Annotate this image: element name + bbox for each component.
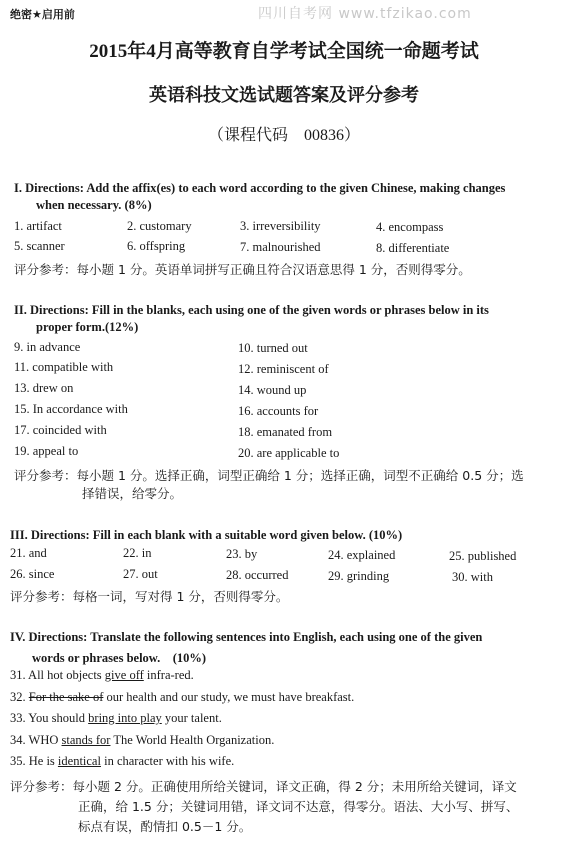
- sentence-34: [10, 733, 274, 748]
- keyword-bring-into-play: bring into play: [88, 711, 162, 725]
- answer-14: 14. wound up: [238, 383, 307, 397]
- answer-1: 1. artifact: [14, 219, 62, 233]
- sentence-34-pre: 34. WHO: [10, 733, 62, 747]
- answer-2: 2. customary: [127, 219, 192, 233]
- sentence-34-post: The World Health Organization.: [110, 733, 275, 747]
- sentence-31-post: infra-red.: [143, 668, 194, 682]
- sentence-35: [10, 754, 234, 769]
- answer-23: 23. by: [226, 547, 258, 561]
- answer-4: 4. encompass: [376, 220, 444, 234]
- sentence-33-pre: 33. You should: [10, 711, 89, 725]
- answer-21: 21. and: [10, 546, 47, 560]
- section4-heading: IV. Directions: Translate the following sentences into English, each using one of the given: [10, 630, 483, 644]
- section3-heading: III. Directions: Fill in each blank with a suitable word given below. (10%): [10, 528, 403, 542]
- section2-scoring: 评分参考：每小题 1 分。选择正确，词型正确给 1 分；选择正确，词型不正确给 0.5 分；选: [14, 468, 524, 483]
- sentence-35-pre: 35. He is: [10, 754, 58, 768]
- answer-27: 27. out: [123, 567, 158, 581]
- answer-26: 26. since: [10, 567, 55, 581]
- keyword-identical: identical: [57, 754, 101, 768]
- sentence-32-post: our health and our study, we must have breakfast.: [103, 690, 355, 704]
- section3-scoring: 评分参考：每格一词，写对得 1 分，否则得零分。: [10, 589, 289, 604]
- section1-heading: I. Directions: Add the affix(es) to each word according to the given Chinese, making changes: [14, 181, 506, 195]
- section4-scoring: 评分参考：每小题 2 分。正确使用所给关键词，译文正确，得 2 分；未用所给关键词，译文: [10, 779, 517, 794]
- answer-5: 5. scanner: [14, 239, 65, 253]
- watermark: 四川自考网 www.tfzikao.com: [258, 6, 472, 22]
- keyword-for-the-sake-of: For the sake of: [28, 690, 104, 704]
- keyword-stands-for: stands for: [61, 733, 111, 747]
- answer-18: 18. emanated from: [238, 425, 333, 439]
- course-code: （课程代码 00836）: [207, 127, 360, 144]
- answer-7: 7. malnourished: [240, 240, 321, 254]
- answer-29: 29. grinding: [328, 569, 390, 583]
- answer-30: 30. with: [452, 570, 493, 584]
- answer-28: 28. occurred: [226, 568, 289, 582]
- exam-title: 2015年4月高等教育自学考试全国统一命题考试: [89, 41, 479, 62]
- section2-heading-cont: proper form.(12%): [36, 320, 139, 334]
- answer-20: 20. are applicable to: [238, 446, 340, 460]
- answer-16: 16. accounts for: [238, 404, 319, 418]
- confidential-label: 绝密★启用前: [10, 8, 75, 21]
- answer-3: 3. irreversibility: [240, 219, 321, 233]
- answer-24: 24. explained: [328, 548, 396, 562]
- sentence-33: [10, 711, 222, 726]
- answer-15: 15. In accordance with: [14, 402, 128, 416]
- answer-key-title: 英语科技文选试题答案及评分参考: [149, 85, 419, 106]
- section4-scoring-cont2: 标点有误，酌情扣 0.5－1 分。: [78, 819, 252, 834]
- answer-12: 12. reminiscent of: [238, 362, 329, 376]
- section4-scoring-cont: 正确，给 1.5 分；关键词用错，译文词不达意，得零分。语法、大小写、拼写、: [78, 799, 519, 814]
- sentence-31-pre: 31. All hot objects: [10, 668, 105, 682]
- sentence-33-post: your talent.: [161, 711, 222, 725]
- keyword-give-off: give off: [104, 668, 144, 682]
- answer-10: 10. turned out: [238, 341, 308, 355]
- section2-scoring-cont: 择错误，给零分。: [82, 486, 183, 501]
- answer-25: 25. published: [449, 549, 517, 563]
- section4-heading-cont: words or phrases below. (10%): [32, 651, 207, 665]
- answer-19: 19. appeal to: [14, 444, 79, 458]
- answer-6: 6. offspring: [127, 239, 186, 253]
- section1-scoring: 评分参考：每小题 1 分。英语单词拼写正确且符合汉语意思得 1 分，否则得零分。: [14, 262, 471, 277]
- sentence-32: [10, 690, 354, 705]
- answer-17: 17. coincided with: [14, 423, 107, 437]
- sentence-32-pre: 32.: [10, 690, 29, 704]
- sentence-31: [10, 668, 194, 683]
- answer-13: 13. drew on: [14, 381, 74, 395]
- answer-9: 9. in advance: [14, 340, 81, 354]
- sentence-35-post: in character with his wife.: [100, 754, 235, 768]
- answer-11: 11. compatible with: [14, 360, 114, 374]
- section2-heading: II. Directions: Fill in the blanks, each using one of the given words or phrases below in its: [14, 303, 489, 317]
- answer-22: 22. in: [123, 546, 152, 560]
- section1-heading-cont: when necessary. (8%): [36, 198, 152, 212]
- answer-8: 8. differentiate: [376, 241, 450, 255]
